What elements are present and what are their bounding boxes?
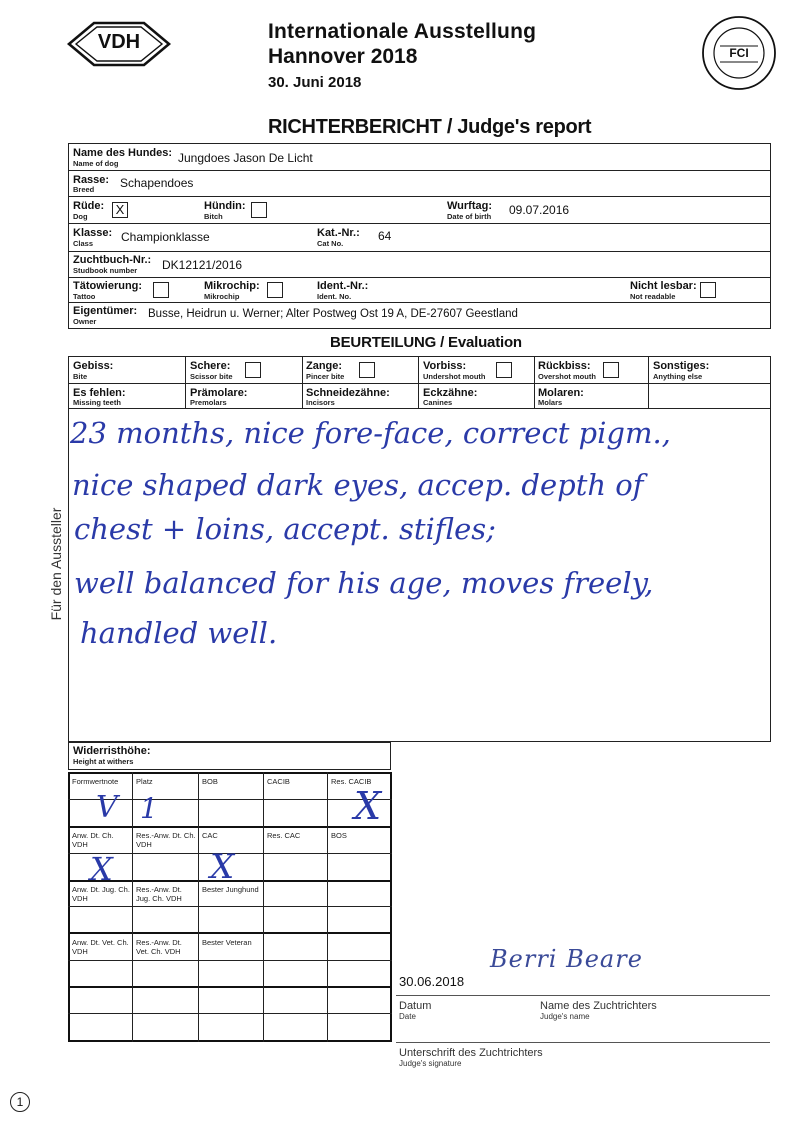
dog-name-label: Name des Hundes: <box>73 147 173 159</box>
breed-sublabel: Breed <box>73 185 95 194</box>
premolars-label: Prämolare: <box>190 387 248 399</box>
overshot-checkbox[interactable] <box>603 362 619 378</box>
chip-sublabel: Mikrochip <box>204 292 240 301</box>
breed-value: Schapendoes <box>120 176 194 190</box>
female-label: Hündin: <box>204 200 246 212</box>
mark-platz: 1 <box>140 792 158 825</box>
female-sublabel: Bitch <box>204 212 223 221</box>
grade-best-junior: Bester Junghund <box>202 885 259 894</box>
scissor-label: Schere: <box>190 360 231 372</box>
mark-formwertnote: V <box>96 790 118 825</box>
dob-sublabel: Date of birth <box>447 212 492 221</box>
grade-anw-jug-ch: Anw. Dt. Jug. Ch. VDH <box>72 885 130 903</box>
evaluation-box <box>68 356 771 742</box>
missing-teeth-label: Es fehlen: <box>73 387 126 399</box>
judge-signature-label: Unterschrift des Zuchtrichters <box>399 1047 543 1059</box>
show-date: 30. Juni 2018 <box>268 74 362 91</box>
studbook-sublabel: Studbook number <box>73 266 138 275</box>
studbook-value: DK12121/2016 <box>162 258 243 272</box>
dog-name-sublabel: Name of dog <box>73 159 119 168</box>
grade-res-cac: Res. CAC <box>267 831 301 840</box>
grade-res-anw-vet-ch: Res.-Anw. Dt. Vet. Ch. VDH <box>136 938 182 956</box>
studbook-label: Zuchtbuch-Nr.: <box>73 254 152 266</box>
mark-anw-ch: X <box>90 850 113 888</box>
evaluation-handwriting-line-3: chest + loins, accept. stifles; <box>74 512 496 546</box>
molars-sublabel: Molars <box>538 398 563 407</box>
vdh-logo <box>66 20 172 68</box>
judge-name-label: Name des Zuchtrichters <box>540 1000 657 1012</box>
evaluation-handwriting-line-5: handled well. <box>80 616 278 650</box>
owner-value: Busse, Heidrun u. Werner; Alter Postweg Ost 19 A, DE-27607 Geestland <box>148 308 518 320</box>
dog-name-value: Jungdoes Jason De Licht <box>178 151 313 165</box>
male-sublabel: Dog <box>73 212 88 221</box>
tattoo-checkbox[interactable] <box>153 282 169 298</box>
page-number-badge <box>10 1092 30 1112</box>
grade-bos: BOS <box>331 831 347 840</box>
pincer-label: Zange: <box>306 360 343 372</box>
female-checkbox[interactable] <box>251 202 267 218</box>
mark-res-cacib: X <box>354 784 382 828</box>
judge-signature-sublabel: Judge's signature <box>399 1059 462 1068</box>
class-label: Klasse: <box>73 227 113 239</box>
judge-name-sublabel: Judge's name <box>540 1012 590 1021</box>
unreadable-checkbox[interactable] <box>700 282 716 298</box>
grade-platz: Platz <box>136 777 153 786</box>
grade-cacib: CACIB <box>267 777 290 786</box>
other-sublabel: Anything else <box>653 372 703 381</box>
date-label: Datum <box>399 1000 432 1012</box>
judge-signature: Berri Beare <box>490 945 643 973</box>
cat-no-value: 64 <box>378 229 392 243</box>
incisors-sublabel: Incisors <box>306 398 335 407</box>
date-sublabel: Date <box>399 1012 416 1021</box>
unreadable-sublabel: Not readable <box>630 292 676 301</box>
bite-label: Gebiss: <box>73 360 114 372</box>
class-value: Championklasse <box>121 230 210 244</box>
grade-best-veteran: Bester Veteran <box>202 938 252 947</box>
grade-anw-ch: Anw. Dt. Ch. VDH <box>72 831 114 849</box>
grade-res-anw-jug-ch: Res.-Anw. Dt. Jug. Ch. VDH <box>136 885 182 903</box>
evaluation-handwriting-line-4: well balanced for his age, moves freely, <box>74 566 654 600</box>
canines-sublabel: Canines <box>423 398 453 407</box>
chip-label: Mikrochip: <box>204 280 260 292</box>
fci-seal-center: FCI <box>729 46 749 60</box>
other-label: Sonstiges: <box>653 360 710 372</box>
pincer-checkbox[interactable] <box>359 362 375 378</box>
signature-date-value: 30.06.2018 <box>399 974 465 989</box>
pincer-sublabel: Pincer bite <box>306 372 345 381</box>
incisors-label: Schneidezähne: <box>306 387 390 399</box>
undershot-sublabel: Undershot mouth <box>423 372 486 381</box>
evaluation-title: BEURTEILUNG / Evaluation <box>330 334 522 351</box>
show-title-line1: Internationale Ausstellung <box>268 20 537 43</box>
vdh-logo-text: VDH <box>97 31 141 53</box>
mark-cac: X <box>210 847 235 887</box>
breed-label: Rasse: <box>73 174 110 186</box>
missing-teeth-sublabel: Missing teeth <box>73 398 121 407</box>
dob-value: 09.07.2016 <box>509 203 570 217</box>
exhibitor-side-text: Für den Aussteller <box>48 507 64 621</box>
chip-checkbox[interactable] <box>267 282 283 298</box>
grade-bob: BOB <box>202 777 218 786</box>
page-number: 1 <box>16 1095 24 1109</box>
overshot-sublabel: Overshot mouth <box>538 372 596 381</box>
unreadable-label: Nicht lesbar: <box>630 280 697 292</box>
report-title: RICHTERBERICHT / Judge's report <box>268 116 592 138</box>
ident-label: Ident.-Nr.: <box>317 280 369 292</box>
bite-sublabel: Bite <box>73 372 88 381</box>
owner-sublabel: Owner <box>73 317 97 326</box>
tattoo-sublabel: Tattoo <box>73 292 96 301</box>
fci-seal <box>700 14 778 92</box>
scissor-sublabel: Scissor bite <box>190 372 233 381</box>
evaluation-handwriting-line-1: 23 months, nice fore-face, correct pigm., <box>70 416 671 450</box>
premolars-sublabel: Premolars <box>190 398 227 407</box>
canines-label: Eckzähne: <box>423 387 478 399</box>
show-title-line2: Hannover 2018 <box>268 45 418 68</box>
class-sublabel: Class <box>73 239 94 248</box>
grade-anw-vet-ch: Anw. Dt. Vet. Ch. VDH <box>72 938 129 956</box>
height-label: Widerristhöhe: <box>73 745 151 757</box>
cat-no-label: Kat.-Nr.: <box>317 227 360 239</box>
grade-res-cacib: Res. CACIB <box>331 777 372 786</box>
grade-res-anw-ch: Res.-Anw. Dt. Ch. VDH <box>136 831 196 849</box>
overshot-label: Rückbiss: <box>538 360 591 372</box>
owner-label: Eigentümer: <box>73 305 138 317</box>
grade-formwertnote: Formwertnote <box>72 777 119 786</box>
evaluation-handwriting-line-2: nice shaped dark eyes, accep. depth of <box>72 468 644 502</box>
male-checkbox[interactable]: X <box>112 202 128 218</box>
dob-label: Wurftag: <box>447 200 493 212</box>
tattoo-label: Tätowierung: <box>73 280 143 292</box>
undershot-checkbox[interactable] <box>496 362 512 378</box>
undershot-label: Vorbiss: <box>423 360 467 372</box>
scissor-checkbox[interactable] <box>245 362 261 378</box>
ident-sublabel: Ident. No. <box>317 292 352 301</box>
cat-no-sublabel: Cat No. <box>317 239 344 248</box>
molars-label: Molaren: <box>538 387 584 399</box>
grade-cac: CAC <box>202 831 218 840</box>
male-label: Rüde: <box>73 200 105 212</box>
height-sublabel: Height at withers <box>73 757 134 766</box>
